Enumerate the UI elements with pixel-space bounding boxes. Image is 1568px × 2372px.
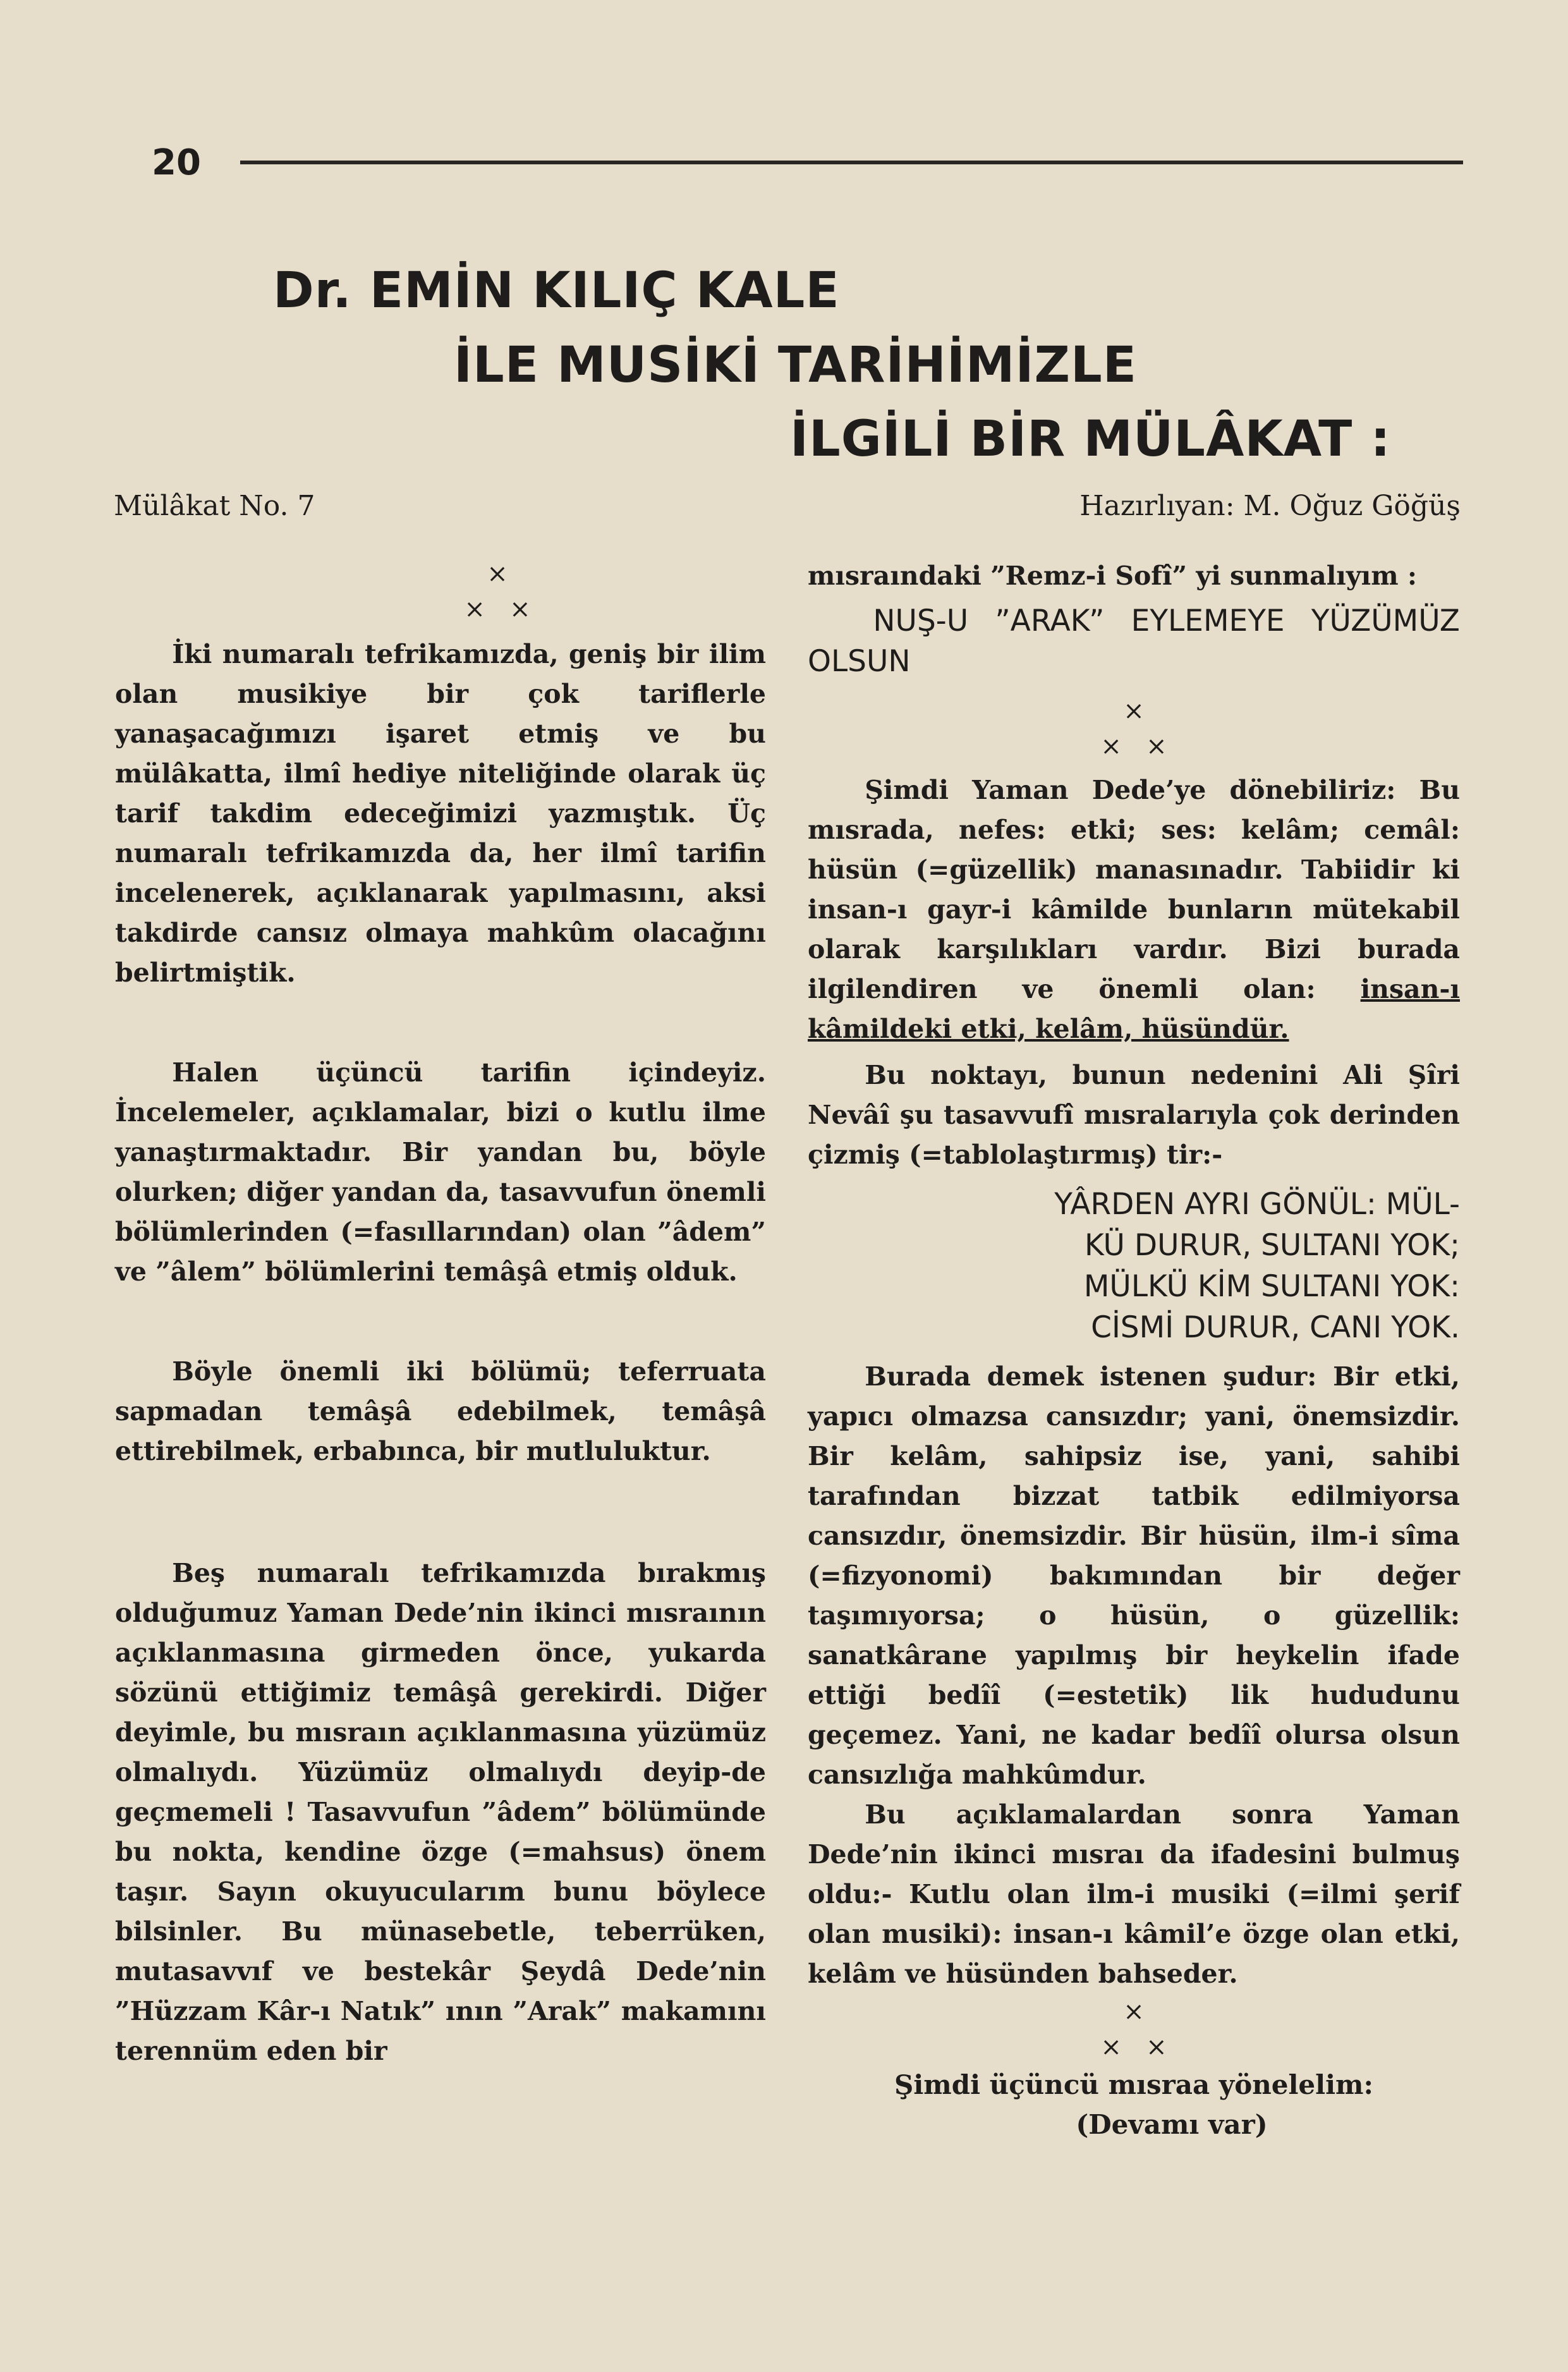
section-divider-pair: × × — [464, 595, 531, 624]
verse-line-3: MÜLKÜ KİM SULTANI YOK: — [1083, 1269, 1460, 1304]
paragraph-4: Beş numaralı tefrikamızda bırakmış olduğumuz Yaman Dede’nin ikinci mısraının açıklanmasına girmeden önce, yukarda sözünü ettiğimiz temâşâ gerekirdi. Diğer deyimle, bu mısraın açıklanmasına yüzümüz olmalıydı. Yüzümüz olmalıydı deyip-de geçmemeli ! Tasavvufun ”âdem” bölümünde bu nokta, kendine özge (=mahsus) önem taşır. Sayın okuyucularım bunu böylece bilsinler. Bu münasebetle, teberrüken, mutasavvıf ve bestekâr Şeydâ Dede’nin ”Hüzzam Kâr-ı Natık” ının ”Arak” makamını terennüm eden bir — [115, 1558, 766, 2066]
continued-note: (Devamı var) — [1076, 2109, 1268, 2140]
header-rule — [240, 161, 1463, 164]
section-divider-top-right: × — [1123, 696, 1145, 726]
section-divider-pair-right: × × — [1100, 732, 1167, 761]
paragraph-explanation: Burada demek istenen şudur: Bir etki, yapıcı olmazsa cansızdır; yani, önemsizdir. Bir kelâm, sahipsiz ise, yani, sahibi tarafından bizzat tatbik edilmiyorsa cansızdır, önemsizdir. Bir hüsün, ilm-i sîma (=fizyonomi) bakımından bir değer taşımıyorsa; o hüsün, o güzellik: sanatkârane yapılmış bir heykelin ifade ettiği bedîî (=estetik) lik hududunu geçemez. Yani, ne kadar bedîî olursa olsun cansızlığa mahkûmdur. — [808, 1361, 1460, 1790]
right-column — [808, 556, 1460, 2144]
quoted-verse-line: NUŞ-U ”ARAK” EYLEMEYE YÜZÜMÜZ OLSUN — [808, 604, 1460, 679]
paragraph-3: Böyle önemli iki bölümü; teferruata sapmadan temâşâ edebilmek, temâşâ ettirebilmek, erbabınca, bir mutluluktur. — [115, 1356, 766, 1466]
paragraph-2: Halen üçüncü tarifin içindeyiz. İncelemeler, açıklamalar, bizi o kutlu ilme yanaştırmaktadır. Bir yandan bu, böyle olurken; diğer yandan da, tasavvufun önemli bölümlerinden (=fasıllarından) olan ”âdem” ve ”âlem” bölümlerini temâşâ etmiş olduk. — [115, 1057, 766, 1287]
verse-line-4: CİSMİ DURUR, CANI YOK. — [1091, 1310, 1460, 1345]
closing-line: Şimdi üçüncü mısraa yönelelim: — [894, 2069, 1373, 2100]
paragraph-dede — [808, 770, 1460, 1049]
nevai-verse — [808, 1184, 1460, 1348]
title-line-3: İLGİLİ BİR MÜLÂKAT : — [790, 411, 1391, 468]
underlined-phrase: insan-ı kâmildeki etki, kelâm, hüsündür. — [808, 974, 1460, 1044]
left-column — [115, 556, 766, 2071]
paragraph-nevai: Bu noktayı, bunun nedenini Ali Şîri Nevâî şu tasavvufî mısralarıyla çok derinden çizmiş (=tablolaştırmış) tir:- — [808, 1060, 1460, 1170]
paragraph-conclusion: Bu açıklamalardan sonra Yaman Dede’nin ikinci mısraı da ifadesini bulmuş oldu:- Kutlu olan ilm-i musiki (=ilmi şerif olan musiki): insan-ı kâmil’e özge olan etki, kelâm ve hüsünden bahseder. — [808, 1799, 1460, 1989]
section-divider-bottom-pair: × × — [1100, 2033, 1167, 2062]
title-line-2: İLE MUSİKİ TARİHİMİZLE — [454, 337, 1138, 394]
verse-line-2: KÜ DURUR, SULTANI YOK; — [1085, 1228, 1460, 1263]
paragraph-dede-text: Şimdi Yaman Dede’ye dönebiliriz: Bu mısrada, nefes: etki; ses: kelâm; cemâl: hüsün (=güzellik) manasınadır. Tabiidir ki insan-ı gayr-i kâmilde bunların mütekabil olarak karşılıkları vardır. Bizi burada ilgilendiren ve önemli olan: — [808, 775, 1460, 1004]
interview-number: Mülâkat No. 7 — [114, 490, 315, 522]
page-number: 20 — [152, 142, 201, 183]
paragraph-1: İki numaralı tefrikamızda, geniş bir ilim olan musikiye bir çok tariflerle yanaşacağımızı işaret etmiş ve bu mülâkatta, ilmî hediye niteliğinde olarak üç tarif takdim edeceğimizi yazmıştık. Üç numaralı tefrikamızda da, her ilmî tarifin incelenerek, açıklanarak yapılmasını, aksi takdirde cansız olmaya mahkûm olacağını belirtmiştik. — [115, 639, 766, 988]
section-divider-top: × — [487, 559, 508, 588]
section-divider-bottom-top: × — [1123, 1997, 1145, 2026]
title-line-1: Dr. EMİN KILIÇ KALE — [273, 262, 840, 319]
verse-line-1: YÂRDEN AYRI GÖNÜL: MÜL- — [1054, 1187, 1460, 1222]
prepared-by: Hazırlıyan: M. Oğuz Göğüş — [1079, 490, 1461, 522]
paragraph-continuation: mısraındaki ”Remz-i Sofî” yi sunmalıyım : — [808, 561, 1418, 591]
